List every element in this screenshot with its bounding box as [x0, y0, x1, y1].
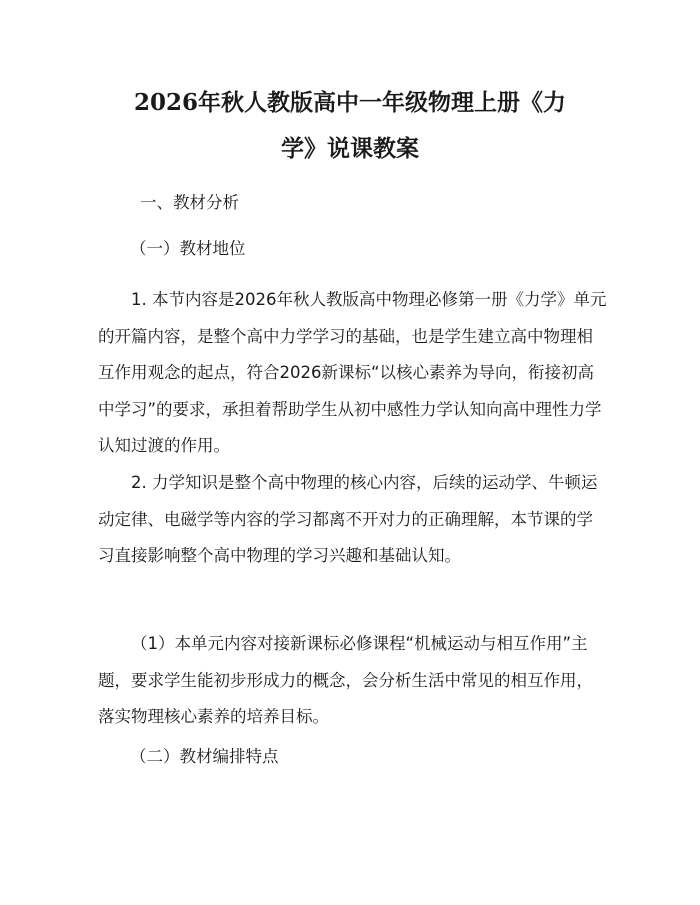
paragraph-1: 1. 本节内容是2026年秋人教版高中物理必修第一册《力学》单元的开篇内容，是整个高中力学学习的基础，也是学生建立高中物理相互作用观念的起点，符合2026新课标“以核心素养为导向，衔接初高中学习”的要求，承担着帮助学生从初中感性力学认知向高中理性力学认知过渡的作用。	[98, 290, 607, 455]
document-title-line-1: 2026年秋人教版高中一年级物理上册《力	[133, 89, 566, 116]
paragraph-2: 2. 力学知识是整个高中物理的核心内容，后续的运动学、牛顿运动定律、电磁学等内容的学习都离不开对力的正确理解，本节课的学习直接影响整个高中物理的学习兴趣和基础认知。	[98, 473, 598, 565]
document-title-line-2: 学》说课教案	[281, 135, 419, 162]
section-heading-textbook-analysis: 一、教材分析	[140, 193, 239, 212]
subsection-heading-textbook-arrangement: （二）教材编排特点	[130, 747, 279, 766]
paragraph-3: （1）本单元内容对接新课标必修课程“机械运动与相互作用”主题，要求学生能初步形成力的概念，会分析生活中常见的相互作用，落实物理核心素养的培养目标。	[98, 634, 593, 726]
subsection-heading-textbook-position: （一）教材地位	[130, 239, 246, 258]
